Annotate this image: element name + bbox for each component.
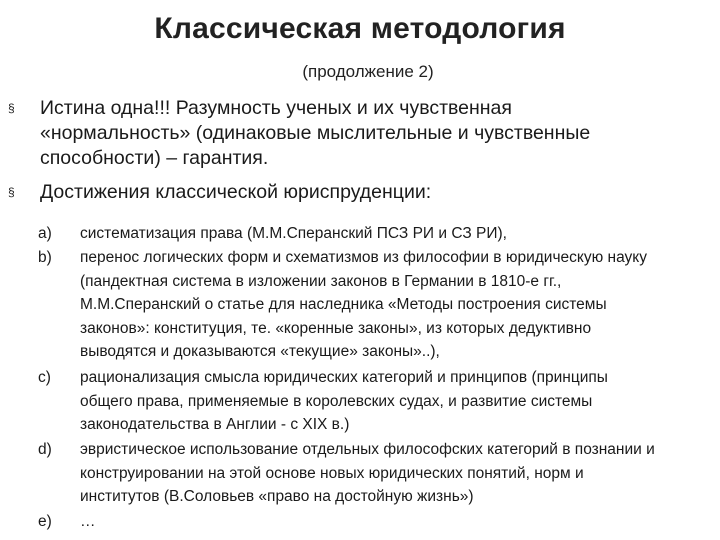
bullet-marker: § xyxy=(8,101,15,115)
list-item-line: (пандектная система в изложении законов в Германии в 1810-е гг., xyxy=(80,272,562,290)
list-item-line: М.М.Сперанский о статье для наследника «Методы построения системы xyxy=(80,296,607,314)
bullet-text xyxy=(30,96,706,171)
list-item-label: e) xyxy=(38,513,52,530)
list-item-text xyxy=(80,222,720,246)
list-item-text xyxy=(80,510,720,534)
bullet-marker: § xyxy=(8,185,15,199)
bullet-line: Достижения классической юриспруденции: xyxy=(40,181,432,203)
list-item-label: a) xyxy=(38,225,52,242)
list-item-a xyxy=(0,222,720,246)
list-item-line: рационализация смысла юридических категорий и принципов (принципы xyxy=(80,369,608,386)
list-item-d xyxy=(0,438,720,509)
list-item-text xyxy=(80,438,720,509)
list-item-b xyxy=(0,246,720,364)
bullet-truth xyxy=(6,96,706,171)
list-item-e xyxy=(0,510,720,534)
bullet-achievements xyxy=(6,180,706,205)
list-item-line: эвристическое использование отдельных философских категорий в познании и xyxy=(80,441,655,458)
bullet-line: способности) – гарантия. xyxy=(40,147,269,169)
bullet-line: Истина одна!!! Разумность ученых и их чувственная xyxy=(40,97,512,119)
bullet-line: «нормальность» (одинаковые мыслительные и чувственные xyxy=(40,122,591,144)
bullet-text xyxy=(30,180,706,205)
list-item-line: систематизация права (М.М.Сперанский ПСЗ РИ и СЗ РИ), xyxy=(80,225,507,242)
list-item-label: d) xyxy=(38,441,52,458)
list-item-line: перенос логических форм и схематизмов из философии в юридическую науку xyxy=(80,249,647,266)
list-item-c xyxy=(0,366,720,437)
list-item-line: законов»: конституция, те. «коренные законы», из которых дедуктивно xyxy=(80,319,592,337)
list-item-line: … xyxy=(80,513,96,530)
list-item-line: конструировании на этой основе новых юридических понятий, норм и xyxy=(80,464,584,482)
list-item-line: институтов (В.Соловьев «право на достойную жизнь») xyxy=(80,488,474,506)
slide-subtitle: (продолжение 2) xyxy=(302,62,434,81)
list-item-label: b) xyxy=(38,249,52,266)
list-item-text xyxy=(80,246,720,364)
list-item-line: законодательства в Англии - с XIX в.) xyxy=(80,416,350,434)
list-item-text xyxy=(80,366,720,437)
list-item-label: c) xyxy=(38,369,51,386)
slide-title: Классическая методология xyxy=(154,12,566,45)
list-item-line: общего права, применяемые в королевских судах, и развитие системы xyxy=(80,392,593,410)
list-item-line: выводятся и доказываются «текущие» законы»..), xyxy=(80,343,440,361)
